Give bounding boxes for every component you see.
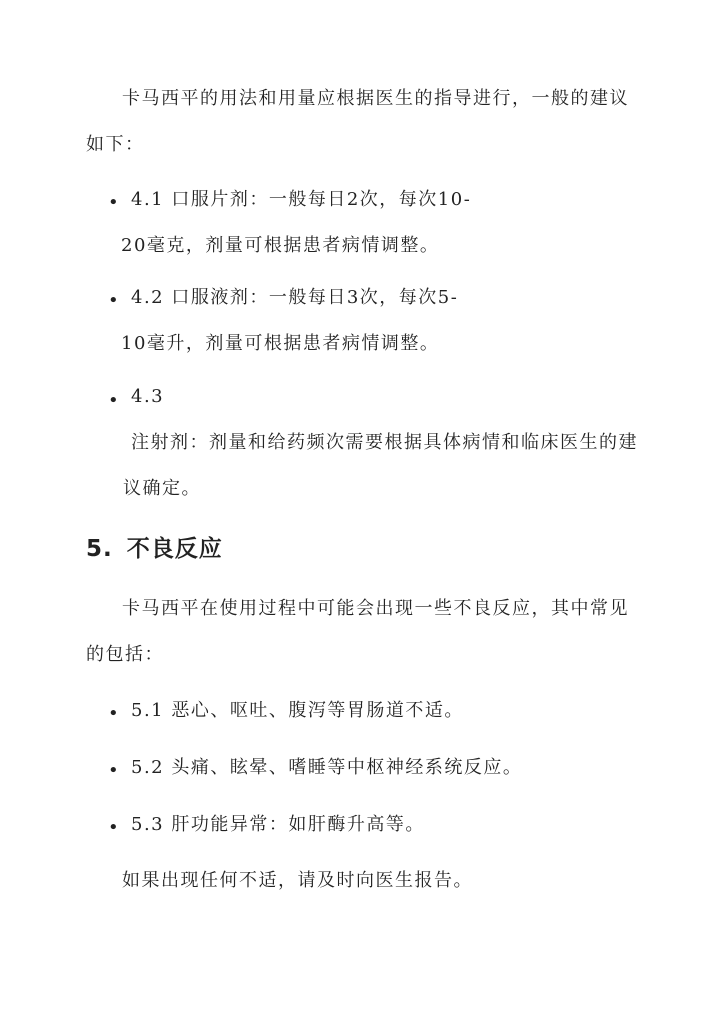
- list-item-line: 10毫升，剂量可根据患者病情调整。: [121, 333, 440, 354]
- list-item-line: 议确定。: [123, 478, 201, 499]
- adverse-intro-paragraph: 卡马西平在使用过程中可能会出现一些不良反应，其中常见的包括：: [86, 598, 629, 665]
- bullet-icon: •: [108, 760, 119, 781]
- list-item-line: 4.2 口服液剂：一般每日3次，每次5-: [131, 287, 459, 308]
- section-number: 5.: [86, 536, 113, 562]
- list-item-dosage-4-1: [121, 177, 631, 269]
- bullet-icon: •: [108, 290, 119, 311]
- list-item-adverse-5-3: [131, 802, 631, 848]
- list-item-line: 4.3: [131, 386, 165, 407]
- list-item-line: 5.3 肝功能异常：如肝酶升高等。: [131, 814, 425, 835]
- list-item-line: 5.2 头痛、眩晕、嗜睡等中枢神经系统反应。: [131, 757, 523, 778]
- list-item-line: 5.1 恶心、呕吐、腹泻等胃肠道不适。: [131, 700, 464, 721]
- closing-note: 如果出现任何不适，请及时向医生报告。: [122, 870, 473, 891]
- section-title: 不良反应: [126, 536, 223, 562]
- section-heading: [86, 530, 223, 563]
- bullet-icon: •: [108, 390, 119, 411]
- bullet-icon: •: [108, 817, 119, 838]
- list-item-line: 注射剂：剂量和给药频次需要根据具体病情和临床医生的建: [131, 432, 638, 453]
- list-item-adverse-5-2: [131, 745, 631, 791]
- list-item-dosage-4-3: [123, 374, 638, 512]
- list-item-adverse-5-1: [131, 688, 631, 734]
- bullet-icon: •: [108, 192, 119, 213]
- list-item-line: 20毫克，剂量可根据患者病情调整。: [121, 235, 440, 256]
- dosage-intro-paragraph: 卡马西平的用法和用量应根据医生的指导进行，一般的建议如下：: [86, 88, 629, 155]
- list-item-dosage-4-2: [121, 275, 631, 367]
- list-item-line: 4.1 口服片剂：一般每日2次，每次10-: [131, 189, 472, 210]
- bullet-icon: •: [108, 703, 119, 724]
